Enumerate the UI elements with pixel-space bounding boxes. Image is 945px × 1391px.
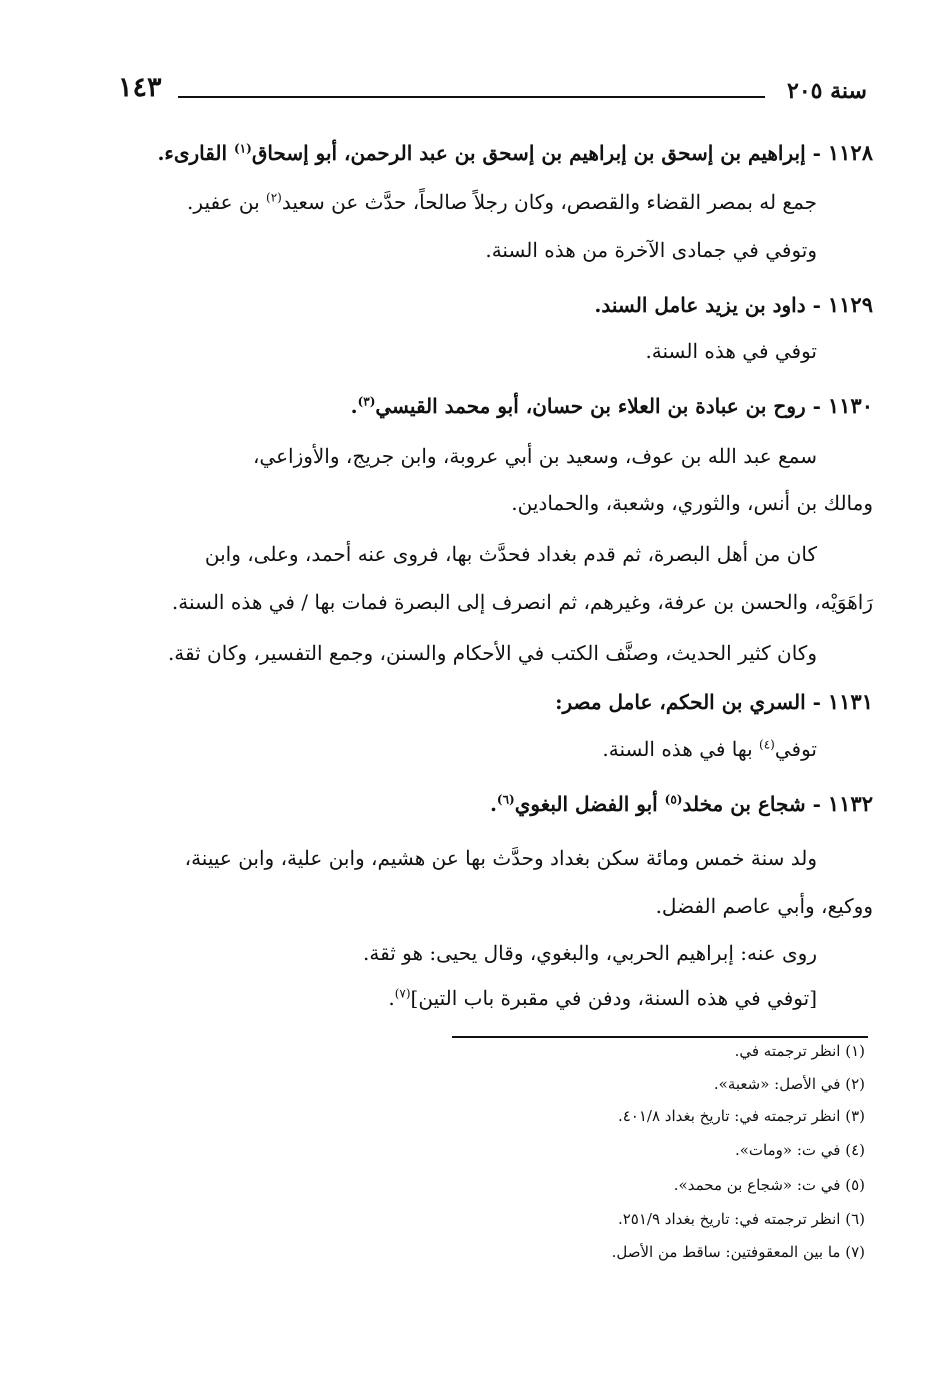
body-text: وكان كثير الحديث، وصنَّف الكتب في الأحكام والسنن، وجمع التفسير، وكان ثقة. — [167, 641, 817, 665]
footnote: (٥) في ت: «شجاع بن محمد». — [673, 1176, 865, 1194]
entry-body-line — [172, 590, 873, 614]
entry-heading: ١١٣١ - السري بن الحكم، عامل مصر: — [555, 689, 873, 714]
entry-heading-text: إبراهيم بن إسحق بن إبراهيم بن إسحق بن عبد الرحمن، أبو إسحاق — [251, 141, 806, 165]
footnote: (٦) انظر ترجمته في: تاريخ بغداد ٢٥١/٩. — [617, 1210, 865, 1228]
entry-heading-text: شجاع بن مخلد — [682, 792, 806, 816]
running-header-year: سنة ٢٠٥ — [787, 78, 867, 104]
entry-body-line — [205, 542, 817, 566]
entry-heading-text: روح بن عبادة بن العلاء بن حسان، أبو محمد القيسي — [375, 394, 806, 418]
body-text: [توفي في هذه السنة، ودفن في مقبرة باب التين] — [410, 986, 817, 1010]
entry-body-line — [388, 986, 817, 1010]
entry-heading-tail: أبو الفضل البغوي — [514, 792, 665, 816]
footnote: (٤) في ت: «ومات». — [734, 1141, 865, 1159]
footnote: (٣) انظر ترجمته في: تاريخ بغداد ٤٠١/٨. — [617, 1107, 865, 1125]
entry-heading-text: السري بن الحكم، عامل مصر: — [555, 690, 806, 714]
footnote-ref: (٤) — [759, 737, 775, 752]
entry-heading-tail: القارىء. — [157, 141, 234, 165]
page-number: ١٤٣ — [118, 72, 162, 103]
entry-heading: ١١٣٢ - شجاع بن مخلد$^{(٥)}$ أبو الفضل البغوي$^{(٦)}$. — [489, 791, 873, 816]
body-text: سمع عبد الله بن عوف، وسعيد بن أبي عروبة، وابن جريج، والأوزاعي، — [252, 444, 817, 468]
entry-body-line — [253, 444, 817, 468]
header-rule — [178, 96, 765, 98]
entry-heading: ١١٣٠ - روح بن عبادة بن العلاء بن حسان، أبو محمد القيسي$^{(٣)}$. — [350, 393, 873, 418]
footnote-ref: (٥) — [664, 792, 683, 807]
footnote: (٢) في الأصل: «شعبة». — [713, 1075, 865, 1093]
entry-body-line — [656, 894, 873, 918]
entry-number: ١١٣٢ — [827, 791, 873, 816]
entry-heading: ١١٢٩ - داود بن يزيد عامل السند. — [594, 292, 873, 317]
entry-number: ١١٢٨ — [827, 140, 873, 165]
entry-body-line — [511, 491, 873, 515]
footnote-ref: (٢) — [266, 190, 282, 205]
entry-body-line — [168, 641, 817, 665]
entry-body-line — [363, 941, 817, 965]
body-text: توفي في هذه السنة. — [645, 339, 817, 363]
entry-number: ١١٣٠ — [827, 393, 873, 418]
footnote: (٧) ما بين المعقوفتين: ساقط من الأصل. — [611, 1243, 865, 1261]
body-text: رَاهَوَيْه، والحسن بن عرفة، وغيرهم، ثم انصرف إلى البصرة فمات بها / في هذه السنة. — [171, 590, 873, 614]
entry-body-line — [187, 190, 817, 214]
entry-number: ١١٣١ — [827, 689, 873, 714]
footnote-ref: (٦) — [496, 792, 515, 807]
body-text: بن عفير. — [187, 190, 267, 214]
footnote-ref: (١) — [233, 141, 252, 156]
entry-heading-tail: . — [489, 792, 497, 816]
body-text: ووكيع، وأبي عاصم الفضل. — [655, 894, 873, 918]
entry-body-line — [645, 339, 817, 363]
footnote-rule — [452, 1036, 868, 1038]
body-text: بها في هذه السنة. — [602, 737, 760, 761]
entry-body-line — [185, 846, 817, 870]
body-text: ولد سنة خمس ومائة سكن بغداد وحدَّث بها عن هشيم، وابن علية، وابن عيينة، — [184, 846, 817, 870]
footnote-ref: (٣) — [357, 394, 376, 409]
entry-heading-text: داود بن يزيد عامل السند. — [594, 293, 806, 317]
body-text: . — [388, 986, 395, 1010]
body-text: روى عنه: إبراهيم الحربي، والبغوي، وقال يحيى: هو ثقة. — [363, 941, 817, 965]
body-text: توفي — [774, 737, 817, 761]
entry-number: ١١٢٩ — [827, 292, 873, 317]
entry-heading: ١١٢٨ - إبراهيم بن إسحق بن إبراهيم بن إسحق بن عبد الرحمن، أبو إسحاق$^{(١)}$ القارىء. — [157, 140, 873, 165]
entry-heading-tail: . — [350, 394, 358, 418]
entry-body-line — [602, 737, 817, 761]
body-text: وتوفي في جمادى الآخرة من هذه السنة. — [485, 238, 817, 262]
footnote: (١) انظر ترجمته في. — [734, 1042, 865, 1060]
entry-body-line — [485, 238, 817, 262]
footnote-ref: (٧) — [394, 986, 411, 1001]
body-text: ومالك بن أنس، والثوري، وشعبة، والحمادين. — [511, 491, 873, 515]
body-text: جمع له بمصر القضاء والقصص، وكان رجلاً صالحاً، حدَّث عن سعيد — [281, 190, 817, 214]
body-text: كان من أهل البصرة، ثم قدم بغداد فحدَّث بها، فروى عنه أحمد، وعلى، وابن — [204, 542, 817, 566]
